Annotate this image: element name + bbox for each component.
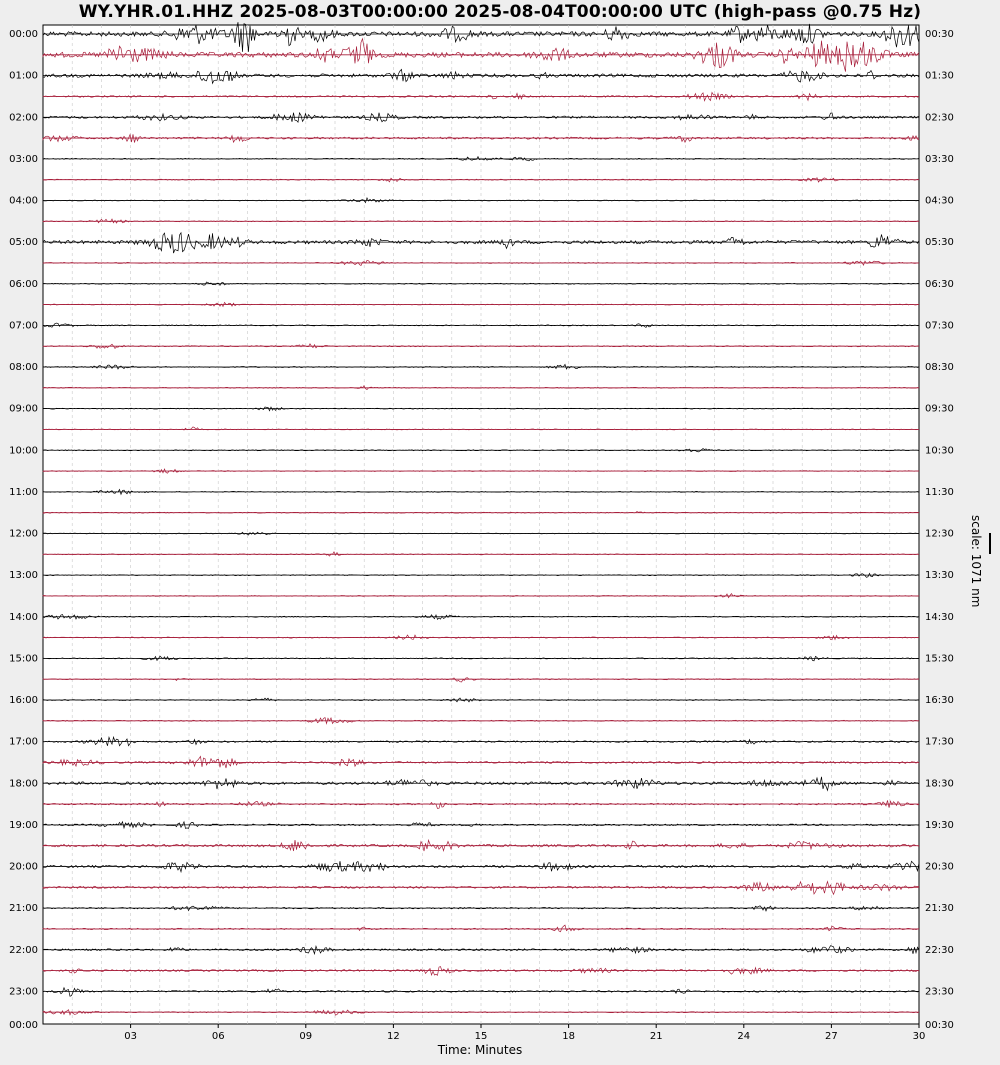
scale-bar — [989, 533, 991, 554]
right-time-label: 16:30 — [925, 695, 954, 706]
right-time-label: 17:30 — [925, 736, 954, 748]
right-time-label: 21:30 — [925, 903, 954, 915]
right-time-label: 20:30 — [925, 861, 954, 873]
left-time-label: 04:00 — [9, 195, 38, 207]
left-time-label: 00:00 — [9, 1020, 38, 1031]
right-time-label: 14:30 — [925, 611, 954, 623]
chart-title: WY.YHR.01.HHZ 2025-08-03T00:00:00 2025-08-04T00:00:00 UTC (high-pass @0.75 Hz) — [78, 2, 922, 22]
right-time-label: 15:30 — [925, 653, 954, 665]
left-time-label: 20:00 — [9, 861, 38, 873]
right-time-label: 02:30 — [925, 112, 954, 124]
x-tick-label: 12 — [387, 1031, 400, 1042]
x-tick-label: 21 — [649, 1031, 663, 1042]
x-tick-label: 15 — [474, 1031, 488, 1042]
right-time-label: 06:30 — [925, 278, 954, 290]
right-time-label: 13:30 — [925, 570, 954, 582]
x-tick-label: 09 — [299, 1031, 313, 1042]
x-tick-label: 06 — [211, 1031, 225, 1042]
right-time-label: 00:30 — [925, 29, 954, 40]
right-time-label: 03:30 — [925, 153, 954, 165]
left-time-label: 02:00 — [9, 112, 38, 124]
scale-label: scale: 1071 nm — [969, 515, 983, 608]
right-time-label: 10:30 — [925, 445, 954, 457]
x-tick-label: 18 — [562, 1031, 575, 1042]
left-time-label: 05:00 — [9, 237, 38, 249]
left-time-label: 19:00 — [9, 819, 38, 831]
left-time-label: 01:00 — [9, 70, 38, 82]
left-time-label: 08:00 — [9, 362, 38, 373]
left-time-label: 06:00 — [9, 278, 38, 290]
right-time-label: 08:30 — [925, 362, 954, 373]
left-time-label: 22:00 — [9, 944, 38, 956]
x-axis-label: Time: Minutes — [437, 1043, 523, 1057]
right-time-label: 00:30 — [925, 1020, 954, 1031]
left-time-label: 00:00 — [9, 29, 38, 40]
left-time-label: 10:00 — [9, 445, 38, 457]
left-time-label: 03:00 — [9, 153, 38, 165]
right-time-label: 04:30 — [925, 195, 954, 207]
left-time-label: 07:00 — [9, 320, 38, 332]
right-time-label: 05:30 — [925, 237, 954, 249]
x-tick-label: 30 — [912, 1031, 926, 1042]
left-time-label: 15:00 — [9, 653, 38, 665]
left-time-label: 14:00 — [9, 611, 38, 623]
left-time-label: 12:00 — [9, 528, 38, 540]
right-time-label: 11:30 — [925, 486, 954, 498]
left-time-label: 09:00 — [9, 403, 38, 415]
x-tick-label: 24 — [737, 1031, 751, 1042]
x-tick-label: 27 — [825, 1031, 838, 1042]
left-time-label: 16:00 — [9, 695, 38, 706]
right-time-label: 18:30 — [925, 778, 954, 790]
left-time-label: 13:00 — [9, 570, 38, 582]
left-time-label: 23:00 — [9, 986, 38, 998]
left-time-label: 21:00 — [9, 903, 38, 915]
right-time-label: 09:30 — [925, 403, 954, 415]
left-time-label: 18:00 — [9, 778, 38, 790]
right-time-label: 12:30 — [925, 528, 954, 540]
right-time-label: 01:30 — [925, 70, 954, 82]
right-time-label: 23:30 — [925, 986, 954, 998]
left-time-label: 11:00 — [9, 486, 38, 498]
right-time-label: 19:30 — [925, 819, 954, 831]
x-tick-label: 03 — [124, 1031, 137, 1042]
right-time-label: 22:30 — [925, 944, 954, 956]
right-time-label: 07:30 — [925, 320, 954, 332]
left-time-label: 17:00 — [9, 736, 38, 748]
